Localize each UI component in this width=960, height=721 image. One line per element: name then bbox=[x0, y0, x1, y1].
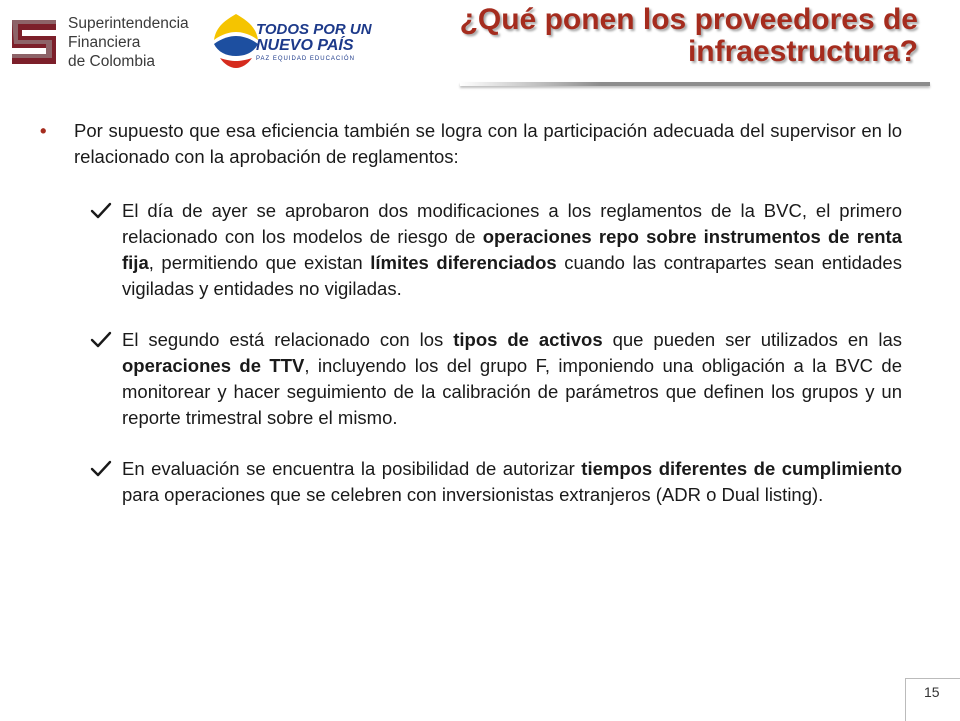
check-text: El día de ayer se aprobaron dos modificaciones a los reglamentos de la BVC, el primero relacionado con los modelos de riesgo de bbox=[122, 200, 902, 247]
slide-body bbox=[40, 118, 902, 508]
check-bold-text: operaciones de TTV bbox=[122, 355, 305, 376]
main-bullet-text: Por supuesto que esa eficiencia también se logra con la participación adecuada del supervisor en lo relacionado con la aprobación de reglamentos: bbox=[74, 120, 902, 167]
check-bold-text: operaciones repo sobre instrumentos de renta fija bbox=[122, 226, 902, 273]
check-bold-text: tiempos diferentes de cumplimiento bbox=[581, 458, 902, 479]
check-text: , permitiendo que existan bbox=[148, 252, 371, 273]
checkmark-icon bbox=[90, 331, 112, 349]
main-bullet bbox=[40, 118, 902, 170]
nuevo-pais-logo bbox=[210, 10, 372, 74]
nuevo-pais-text bbox=[256, 22, 372, 62]
check-text: que pueden ser utilizados en las bbox=[602, 329, 902, 350]
check-item bbox=[40, 456, 902, 508]
sfc-emblem-icon bbox=[8, 14, 60, 70]
slide-number: 15 bbox=[924, 684, 940, 700]
check-text: En evaluación se encuentra la posibilidad de autorizar bbox=[122, 458, 582, 479]
bullet-icon: • bbox=[40, 120, 47, 141]
sfc-line-1: Superintendencia bbox=[68, 15, 189, 32]
pais-line-2: NUEVO PAÍS bbox=[256, 37, 354, 54]
check-bold-text: tipos de activos bbox=[453, 329, 603, 350]
check-text: , incluyendo los del grupo F, imponiendo una obligación a la BVC de monitorear y hacer seguimiento de la calibración de parámetros que definen los grupos y un reporte trimestral sobre el mismo. bbox=[122, 355, 903, 428]
sfc-logo bbox=[8, 12, 198, 72]
check-bold-text: límites diferenciados bbox=[370, 252, 557, 273]
pais-tagline: PAZ EQUIDAD EDUCACIÓN bbox=[256, 56, 355, 62]
checkmark-icon bbox=[90, 460, 112, 478]
slide-title-line-2: infraestructura? bbox=[687, 35, 918, 68]
sfc-logo-text bbox=[68, 14, 189, 71]
title-divider bbox=[460, 82, 930, 86]
check-text: para operaciones que se celebren con inversionistas extranjeros (ADR o Dual listing). bbox=[122, 484, 824, 505]
sfc-line-3: de Colombia bbox=[68, 53, 156, 70]
pais-line-1: TODOS POR UN bbox=[256, 21, 372, 38]
check-text: El segundo está relacionado con los bbox=[122, 329, 454, 350]
slide-title bbox=[398, 4, 918, 68]
slide-number-box bbox=[905, 678, 960, 721]
colombia-flag-emblem-icon bbox=[210, 10, 262, 72]
check-list bbox=[40, 198, 902, 508]
checkmark-icon bbox=[90, 202, 112, 220]
slide-title-line-1: ¿Qué ponen los proveedores de bbox=[459, 3, 918, 36]
check-item bbox=[40, 198, 902, 302]
check-text: cuando las contrapartes sean entidades vigiladas y entidades no vigiladas. bbox=[122, 252, 902, 299]
sfc-line-2: Financiera bbox=[68, 34, 141, 51]
check-item bbox=[40, 327, 902, 431]
